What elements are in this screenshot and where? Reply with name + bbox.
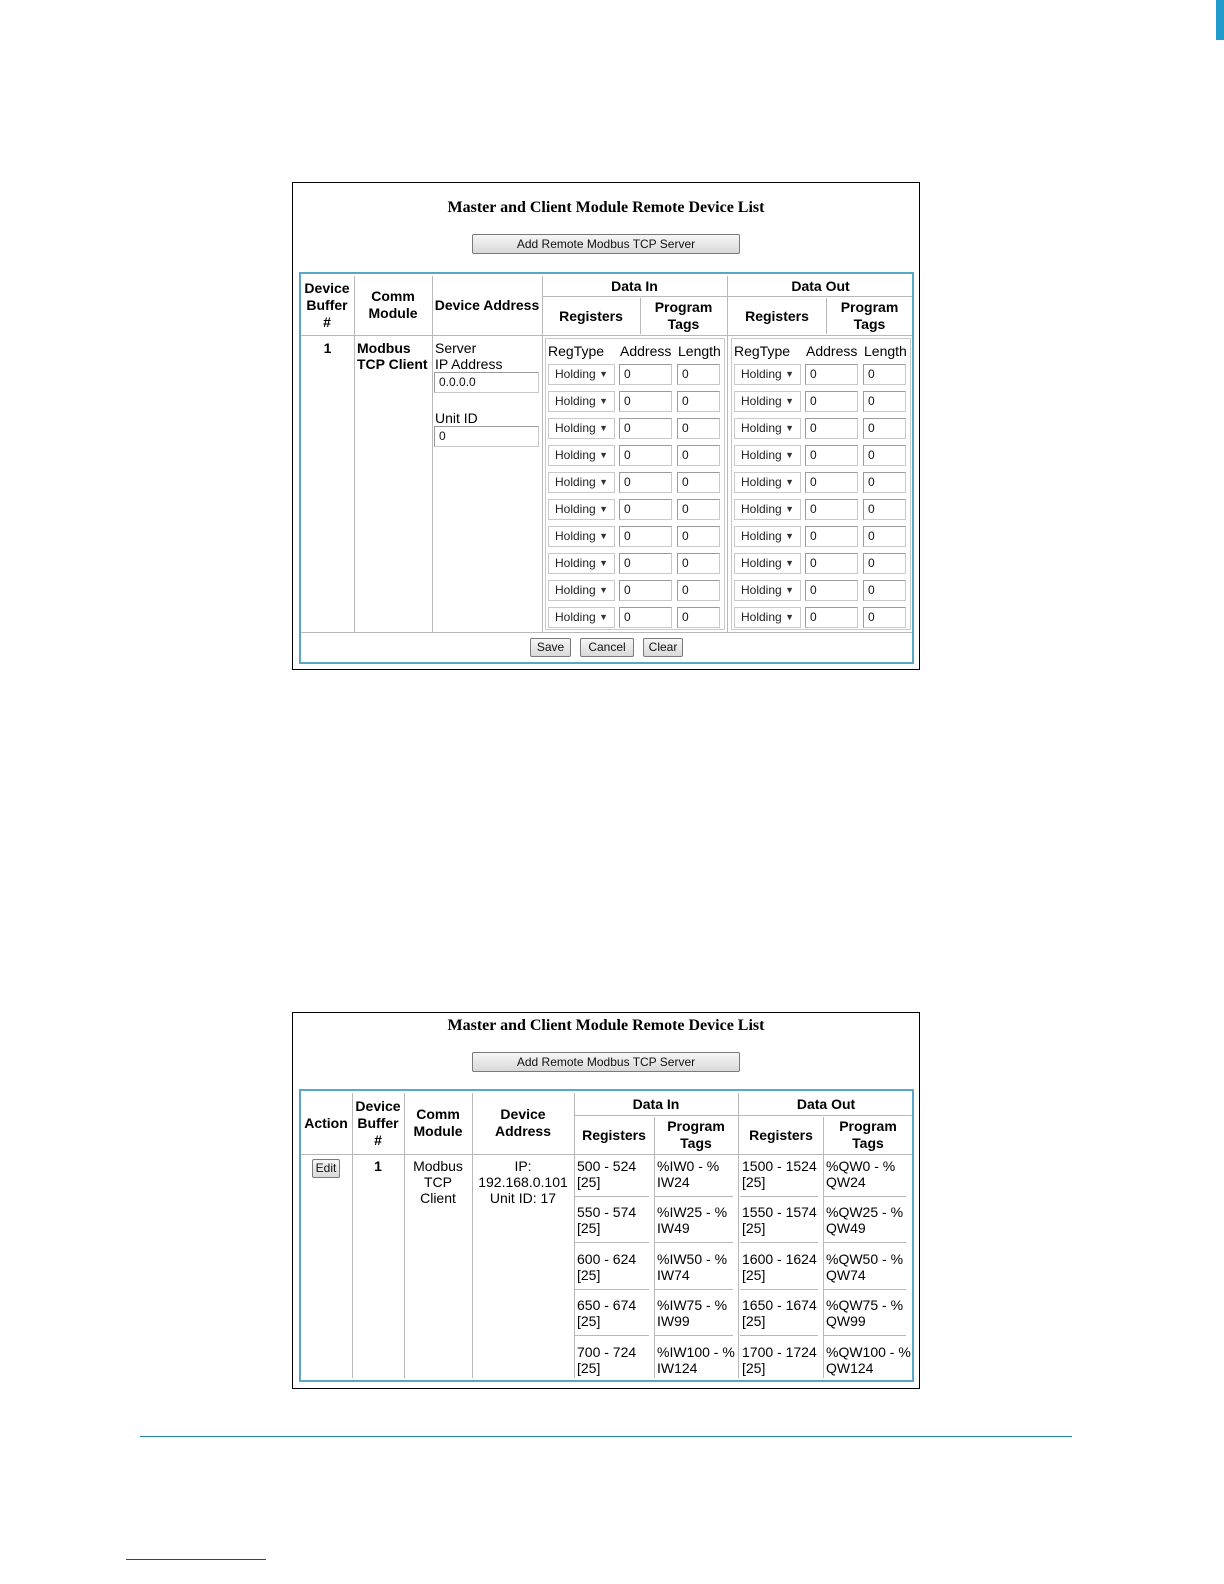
header-out-program-tags: Program Tags bbox=[839, 1118, 897, 1151]
out-registers-cell: 1550 - 1574 [25] bbox=[742, 1204, 817, 1237]
regtype-select[interactable] bbox=[548, 580, 615, 601]
edit-button[interactable]: Edit bbox=[312, 1159, 340, 1178]
length-header: Length bbox=[864, 343, 907, 359]
chevron-down-icon: ▼ bbox=[599, 369, 608, 379]
length-input[interactable]: 0 bbox=[677, 553, 720, 574]
length-input[interactable]: 0 bbox=[677, 418, 720, 439]
length-header: Length bbox=[678, 343, 721, 359]
chevron-down-icon: ▼ bbox=[599, 396, 608, 406]
save-button[interactable]: Save bbox=[530, 638, 571, 657]
header-device-buffer: Device Buffer # bbox=[304, 279, 350, 330]
length-input[interactable]: 0 bbox=[863, 364, 906, 385]
add-remote-server-button[interactable]: Add Remote Modbus TCP Server bbox=[472, 1052, 740, 1072]
regtype-select[interactable] bbox=[734, 553, 801, 574]
regtype-select[interactable] bbox=[548, 526, 615, 547]
header-device-address: Device Address bbox=[434, 296, 540, 313]
address-input[interactable]: 0 bbox=[619, 364, 672, 385]
regtype-header: RegType bbox=[734, 343, 791, 359]
regtype-value: Holding bbox=[741, 475, 782, 489]
regtype-select[interactable] bbox=[734, 364, 801, 385]
regtype-select[interactable] bbox=[548, 499, 615, 520]
out-program-tags-cell: %QW50 - % QW74 bbox=[826, 1250, 904, 1283]
header-data-out: Data Out bbox=[791, 277, 850, 294]
header-in-program-tags: Program Tags bbox=[654, 299, 713, 332]
add-remote-server-button[interactable]: Add Remote Modbus TCP Server bbox=[472, 234, 740, 254]
regtype-value: Holding bbox=[741, 421, 782, 435]
regtype-value: Holding bbox=[741, 556, 782, 570]
comm-module-name: Modbus TCP Client bbox=[357, 340, 428, 372]
regtype-value: Holding bbox=[555, 421, 596, 435]
out-registers-cell: 1650 - 1674 [25] bbox=[742, 1297, 817, 1330]
address-input[interactable]: 0 bbox=[619, 526, 672, 547]
length-input[interactable]: 0 bbox=[677, 580, 720, 601]
regtype-value: Holding bbox=[555, 367, 596, 381]
unit-id-label: Unit ID bbox=[435, 410, 478, 426]
regtype-value: Holding bbox=[741, 394, 782, 408]
chevron-down-icon: ▼ bbox=[599, 585, 608, 595]
length-input[interactable]: 0 bbox=[677, 607, 720, 628]
out-registers-cell: 1600 - 1624 [25] bbox=[742, 1250, 817, 1283]
regtype-header: RegType bbox=[548, 343, 605, 359]
regtype-select[interactable] bbox=[734, 418, 801, 439]
address-header: Address bbox=[620, 343, 672, 359]
header-data-in: Data In bbox=[632, 1095, 680, 1112]
address-input[interactable]: 0 bbox=[805, 499, 858, 520]
chevron-down-icon: ▼ bbox=[785, 450, 794, 460]
address-input[interactable]: 0 bbox=[805, 580, 858, 601]
footer-link-underline bbox=[126, 1559, 266, 1560]
chevron-down-icon: ▼ bbox=[599, 423, 608, 433]
page-title: Master and Client Module Remote Device List bbox=[447, 199, 765, 216]
footer-rule bbox=[140, 1436, 1072, 1437]
regtype-select[interactable] bbox=[548, 607, 615, 628]
out-program-tags-cell: %QW25 - % QW49 bbox=[826, 1204, 904, 1237]
header-device-address: Device Address bbox=[494, 1106, 552, 1139]
header-in-registers: Registers bbox=[582, 1126, 646, 1143]
header-data-out: Data Out bbox=[796, 1095, 856, 1112]
regtype-value: Holding bbox=[555, 610, 596, 624]
regtype-select[interactable] bbox=[734, 391, 801, 412]
header-out-registers: Registers bbox=[745, 307, 809, 324]
regtype-select[interactable] bbox=[734, 607, 801, 628]
regtype-select[interactable] bbox=[548, 391, 615, 412]
chevron-down-icon: ▼ bbox=[785, 558, 794, 568]
length-input[interactable]: 0 bbox=[863, 607, 906, 628]
page-title: Master and Client Module Remote Device List bbox=[447, 1017, 765, 1034]
address-input[interactable]: 0 bbox=[805, 553, 858, 574]
address-input[interactable]: 0 bbox=[805, 445, 858, 466]
length-input[interactable]: 0 bbox=[863, 553, 906, 574]
comm-module-name: Modbus TCP Client bbox=[413, 1158, 463, 1206]
device-address-value: IP: 192.168.0.101 Unit ID: 17 bbox=[478, 1158, 568, 1206]
regtype-value: Holding bbox=[555, 502, 596, 516]
out-registers-cell: 1700 - 1724 [25] bbox=[742, 1343, 817, 1376]
length-input[interactable]: 0 bbox=[677, 391, 720, 412]
data-out-register-table bbox=[731, 338, 911, 630]
ip-address-input[interactable]: 0.0.0.0 bbox=[434, 372, 539, 393]
out-program-tags-cell: %QW75 - % QW99 bbox=[826, 1297, 904, 1330]
in-registers-cell: 600 - 624 [25] bbox=[577, 1250, 637, 1283]
regtype-value: Holding bbox=[741, 529, 782, 543]
address-input[interactable]: 0 bbox=[619, 445, 672, 466]
length-input[interactable]: 0 bbox=[863, 472, 906, 493]
address-input[interactable]: 0 bbox=[619, 391, 672, 412]
length-input[interactable]: 0 bbox=[863, 418, 906, 439]
chevron-down-icon: ▼ bbox=[599, 504, 608, 514]
length-input[interactable]: 0 bbox=[863, 499, 906, 520]
regtype-value: Holding bbox=[555, 529, 596, 543]
remote-device-list-screenshot bbox=[292, 1012, 920, 1389]
header-comm-module: Comm Module bbox=[413, 1106, 463, 1139]
address-input[interactable]: 0 bbox=[619, 418, 672, 439]
chevron-down-icon: ▼ bbox=[785, 396, 794, 406]
chevron-down-icon: ▼ bbox=[599, 450, 608, 460]
regtype-value: Holding bbox=[555, 556, 596, 570]
out-registers-cell: 1500 - 1524 [25] bbox=[742, 1158, 817, 1190]
chevron-down-icon: ▼ bbox=[785, 369, 794, 379]
clear-button[interactable]: Clear bbox=[643, 638, 683, 657]
length-input[interactable]: 0 bbox=[863, 391, 906, 412]
out-program-tags-cell: %QW100 - % QW124 bbox=[826, 1343, 911, 1376]
address-input[interactable]: 0 bbox=[805, 364, 858, 385]
buffer-number: 1 bbox=[323, 340, 332, 356]
address-input[interactable]: 0 bbox=[805, 472, 858, 493]
regtype-select[interactable] bbox=[734, 580, 801, 601]
regtype-select[interactable] bbox=[548, 364, 615, 385]
in-program-tags-cell: %IW25 - % IW49 bbox=[657, 1204, 728, 1237]
in-registers-cell: 550 - 574 [25] bbox=[577, 1204, 637, 1237]
regtype-select[interactable] bbox=[548, 553, 615, 574]
address-input[interactable]: 0 bbox=[805, 526, 858, 547]
chevron-down-icon: ▼ bbox=[599, 558, 608, 568]
chevron-down-icon: ▼ bbox=[599, 477, 608, 487]
page-corner-tab bbox=[1216, 0, 1224, 40]
length-input[interactable]: 0 bbox=[677, 499, 720, 520]
header-in-registers: Registers bbox=[559, 307, 623, 324]
regtype-select[interactable] bbox=[548, 445, 615, 466]
device-table bbox=[299, 1089, 914, 1382]
regtype-value: Holding bbox=[555, 448, 596, 462]
device-table bbox=[299, 272, 914, 664]
regtype-select[interactable] bbox=[548, 418, 615, 439]
buffer-number: 1 bbox=[374, 1158, 382, 1174]
address-input[interactable]: 0 bbox=[619, 607, 672, 628]
address-input[interactable]: 0 bbox=[619, 472, 672, 493]
remote-device-editor-screenshot bbox=[292, 182, 920, 670]
header-in-program-tags: Program Tags bbox=[667, 1118, 725, 1151]
regtype-value: Holding bbox=[741, 610, 782, 624]
address-input[interactable]: 0 bbox=[805, 607, 858, 628]
address-input[interactable]: 0 bbox=[805, 418, 858, 439]
chevron-down-icon: ▼ bbox=[599, 612, 608, 622]
regtype-select[interactable] bbox=[734, 499, 801, 520]
length-input[interactable]: 0 bbox=[677, 472, 720, 493]
address-input[interactable]: 0 bbox=[805, 391, 858, 412]
regtype-select[interactable] bbox=[734, 526, 801, 547]
in-program-tags-cell: %IW0 - % IW24 bbox=[657, 1158, 720, 1190]
regtype-select[interactable] bbox=[734, 472, 801, 493]
address-input[interactable]: 0 bbox=[619, 553, 672, 574]
regtype-value: Holding bbox=[741, 448, 782, 462]
regtype-value: Holding bbox=[555, 583, 596, 597]
in-program-tags-cell: %IW100 - % IW124 bbox=[657, 1343, 735, 1376]
length-input[interactable]: 0 bbox=[677, 526, 720, 547]
header-comm-module: Comm Module bbox=[368, 288, 418, 321]
length-input[interactable]: 0 bbox=[677, 445, 720, 466]
in-registers-cell: 650 - 674 [25] bbox=[577, 1297, 637, 1330]
server-label: Server bbox=[435, 340, 477, 356]
in-registers-cell: 700 - 724 [25] bbox=[577, 1343, 637, 1376]
unit-id-input[interactable]: 0 bbox=[434, 426, 539, 447]
regtype-select[interactable] bbox=[548, 472, 615, 493]
header-out-registers: Registers bbox=[749, 1126, 813, 1143]
regtype-select[interactable] bbox=[734, 445, 801, 466]
header-device-buffer: Device Buffer # bbox=[355, 1097, 401, 1148]
chevron-down-icon: ▼ bbox=[785, 477, 794, 487]
in-registers-cell: 500 - 524 [25] bbox=[577, 1158, 637, 1190]
in-program-tags-cell: %IW75 - % IW99 bbox=[657, 1297, 728, 1330]
header-out-program-tags: Program Tags bbox=[840, 299, 899, 332]
length-input[interactable]: 0 bbox=[863, 580, 906, 601]
chevron-down-icon: ▼ bbox=[785, 585, 794, 595]
length-input[interactable]: 0 bbox=[863, 445, 906, 466]
length-input[interactable]: 0 bbox=[677, 364, 720, 385]
regtype-value: Holding bbox=[555, 394, 596, 408]
chevron-down-icon: ▼ bbox=[785, 612, 794, 622]
in-program-tags-cell: %IW50 - % IW74 bbox=[657, 1250, 728, 1283]
chevron-down-icon: ▼ bbox=[785, 504, 794, 514]
regtype-value: Holding bbox=[555, 475, 596, 489]
data-in-register-table bbox=[545, 338, 725, 630]
header-data-in: Data In bbox=[611, 277, 658, 294]
chevron-down-icon: ▼ bbox=[599, 531, 608, 541]
regtype-value: Holding bbox=[741, 502, 782, 516]
address-input[interactable]: 0 bbox=[619, 499, 672, 520]
header-action: Action bbox=[304, 1114, 348, 1131]
chevron-down-icon: ▼ bbox=[785, 531, 794, 541]
address-header: Address bbox=[806, 343, 858, 359]
length-input[interactable]: 0 bbox=[863, 526, 906, 547]
out-program-tags-cell: %QW0 - % QW24 bbox=[826, 1158, 896, 1190]
chevron-down-icon: ▼ bbox=[785, 423, 794, 433]
regtype-value: Holding bbox=[741, 583, 782, 597]
address-input[interactable]: 0 bbox=[619, 580, 672, 601]
cancel-button[interactable]: Cancel bbox=[580, 638, 634, 657]
ip-address-label: IP Address bbox=[435, 356, 503, 372]
regtype-value: Holding bbox=[741, 367, 782, 381]
